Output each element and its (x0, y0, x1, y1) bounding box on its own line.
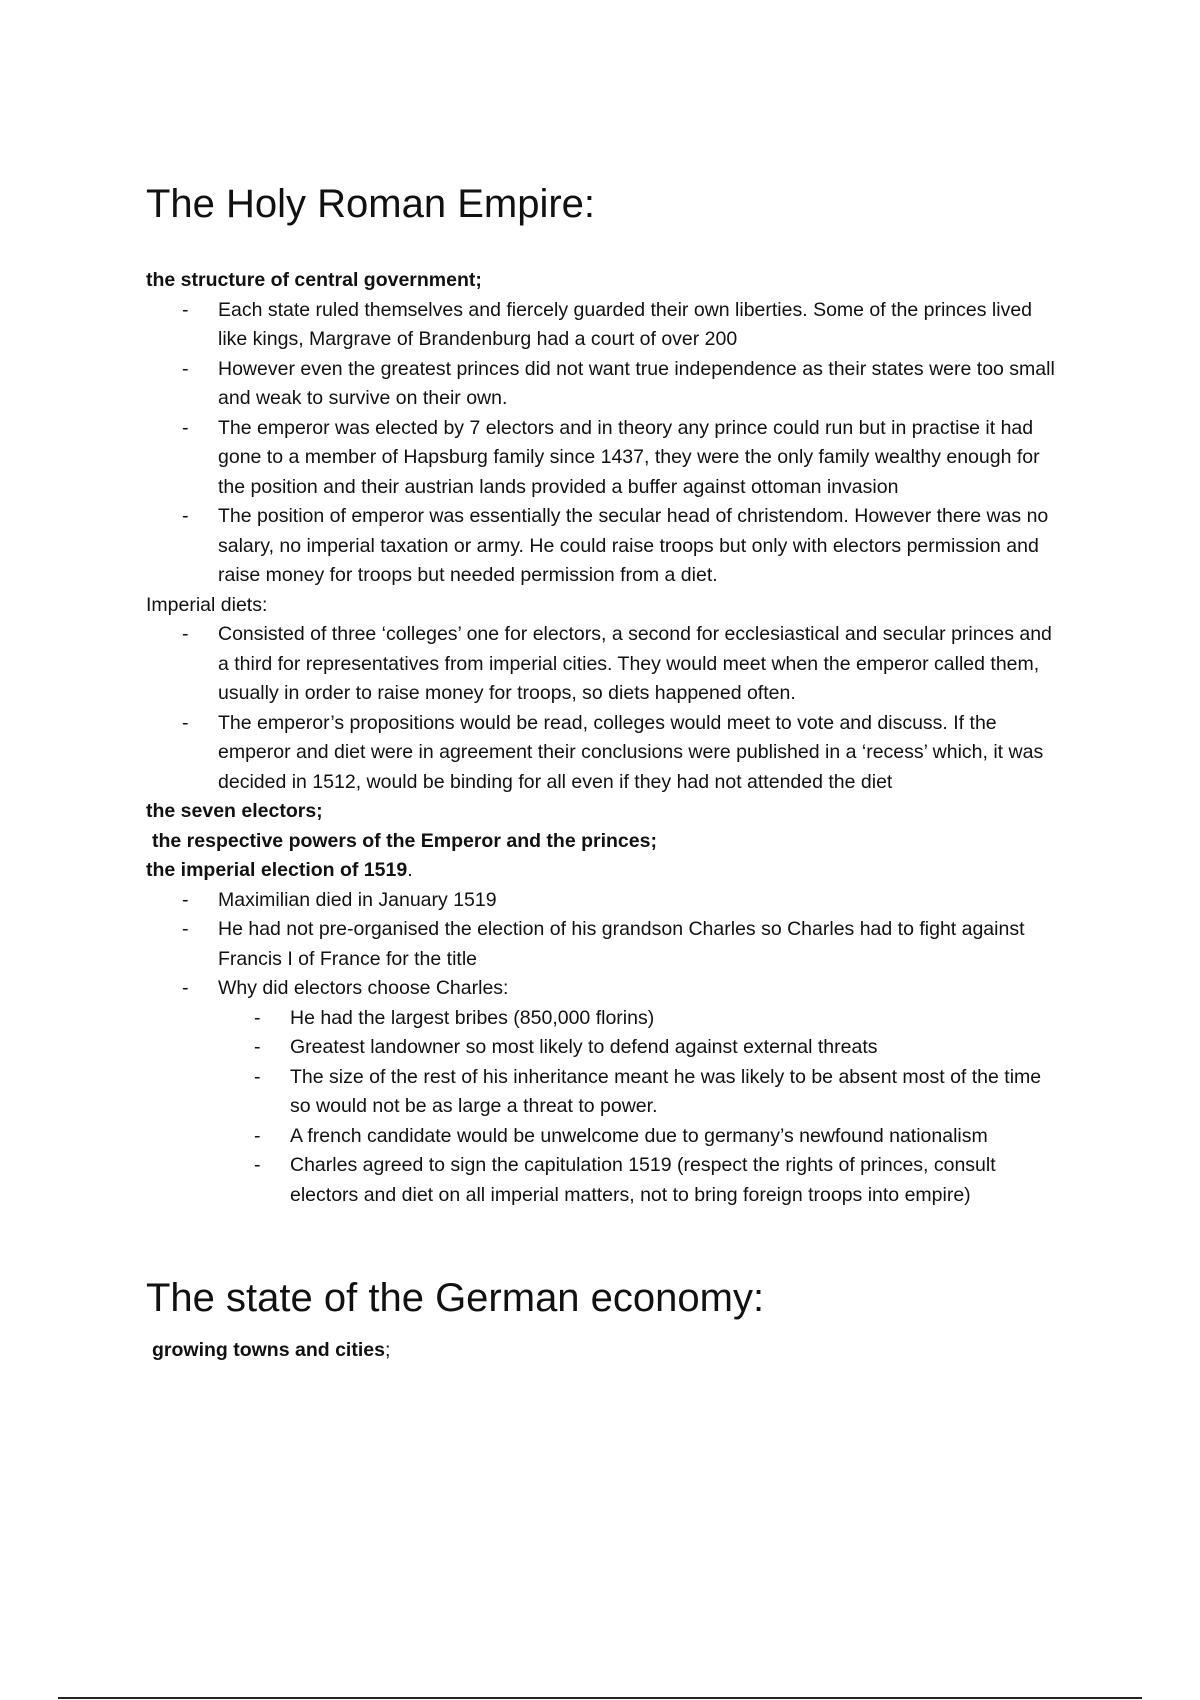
list-item: - Charles agreed to sign the capitulation 1519 (respect the rights of princes, consult electors and diet on all imperial matters, not to bring foreign troops into empire) (254, 1154, 996, 1206)
heading-respective-powers: the respective powers of the Emperor and the princes; (152, 829, 657, 852)
structure-list (146, 296, 1066, 591)
diets-list (146, 620, 1066, 797)
list-item: - However even the greatest princes did not want true independence as their states were too small and weak to survive on their own. (182, 357, 1055, 409)
list-item: - He had not pre-organised the election of his grandson Charles so Charles had to fight against Francis I of France for the title (182, 918, 1025, 970)
heading-structure-central-government: the structure of central government; (146, 269, 482, 291)
section-title-holy-roman-empire: The Holy Roman Empire: (146, 182, 596, 226)
list-item: - Maximilian died in January 1519 (182, 888, 497, 911)
document-page (146, 180, 1066, 1366)
list-item: - A french candidate would be unwelcome due to germany’s newfound nationalism (254, 1124, 988, 1147)
section-title-german-economy: The state of the German economy: (146, 1276, 765, 1320)
election-list (146, 886, 1066, 1211)
heading-imperial-election: the imperial election of 1519. (146, 859, 413, 881)
list-item: - The emperor’s propositions would be read, colleges would meet to vote and discuss. If the emperor and diet were in agreement their conclusions were published in a ‘recess’ which, it was decided in 1512, would be binding for all even if they had not attended the diet (182, 711, 1044, 793)
list-item: - The size of the rest of his inheritance meant he was likely to be absent most of the time so would not be as large a threat to power. (254, 1065, 1042, 1117)
page-bottom-rule (58, 1697, 1142, 1699)
list-item: - Why did electors choose Charles: - He had the largest bribes (850,000 florins) - Greatest landowner so most likely to defend against external threats - The size of the rest of his inheritance meant he was likely to be absent most of the time so would not be as large a threat to power. - A french candidate would be unwelcome due to germany’s newfound nationalism - Charles agreed to sign the capitulation 1519 (respect the rights of princes, consult electors and diet on all imperial matters, not to bring foreign troops into empire) (146, 974, 1066, 1210)
heading-imperial-diets: Imperial diets: (146, 593, 268, 616)
list-item: - Greatest landowner so most likely to defend against external threats (254, 1036, 878, 1058)
list-item: - He had the largest bribes (850,000 florins) (254, 1006, 655, 1029)
list-item: - Each state ruled themselves and fiercely guarded their own liberties. Some of the princes lived like kings, Margrave of Brandenburg had a court of over 200 (182, 298, 1033, 350)
list-item: - Consisted of three ‘colleges’ one for electors, a second for ecclesiastical and secular princes and a third for representatives from imperial cities. They would meet when the emperor called them, usually in order to raise money for troops, so diets happened often. (182, 623, 1052, 704)
heading-growing-towns: growing towns and cities; (152, 1339, 391, 1361)
heading-seven-electors: the seven electors; (146, 800, 323, 822)
list-item: - The position of emperor was essentially the secular head of christendom. However there was no salary, no imperial taxation or army. He could raise troops but only with electors permission and raise money for troops but needed permission from a diet. (182, 505, 1049, 586)
why-electors-list (218, 1004, 1066, 1211)
list-item: - The emperor was elected by 7 electors and in theory any prince could run but in practise it had gone to a member of Hapsburg family since 1437, they were the only family wealthy enough for the position and their austrian lands provided a buffer against ottoman invasion (182, 416, 1040, 498)
